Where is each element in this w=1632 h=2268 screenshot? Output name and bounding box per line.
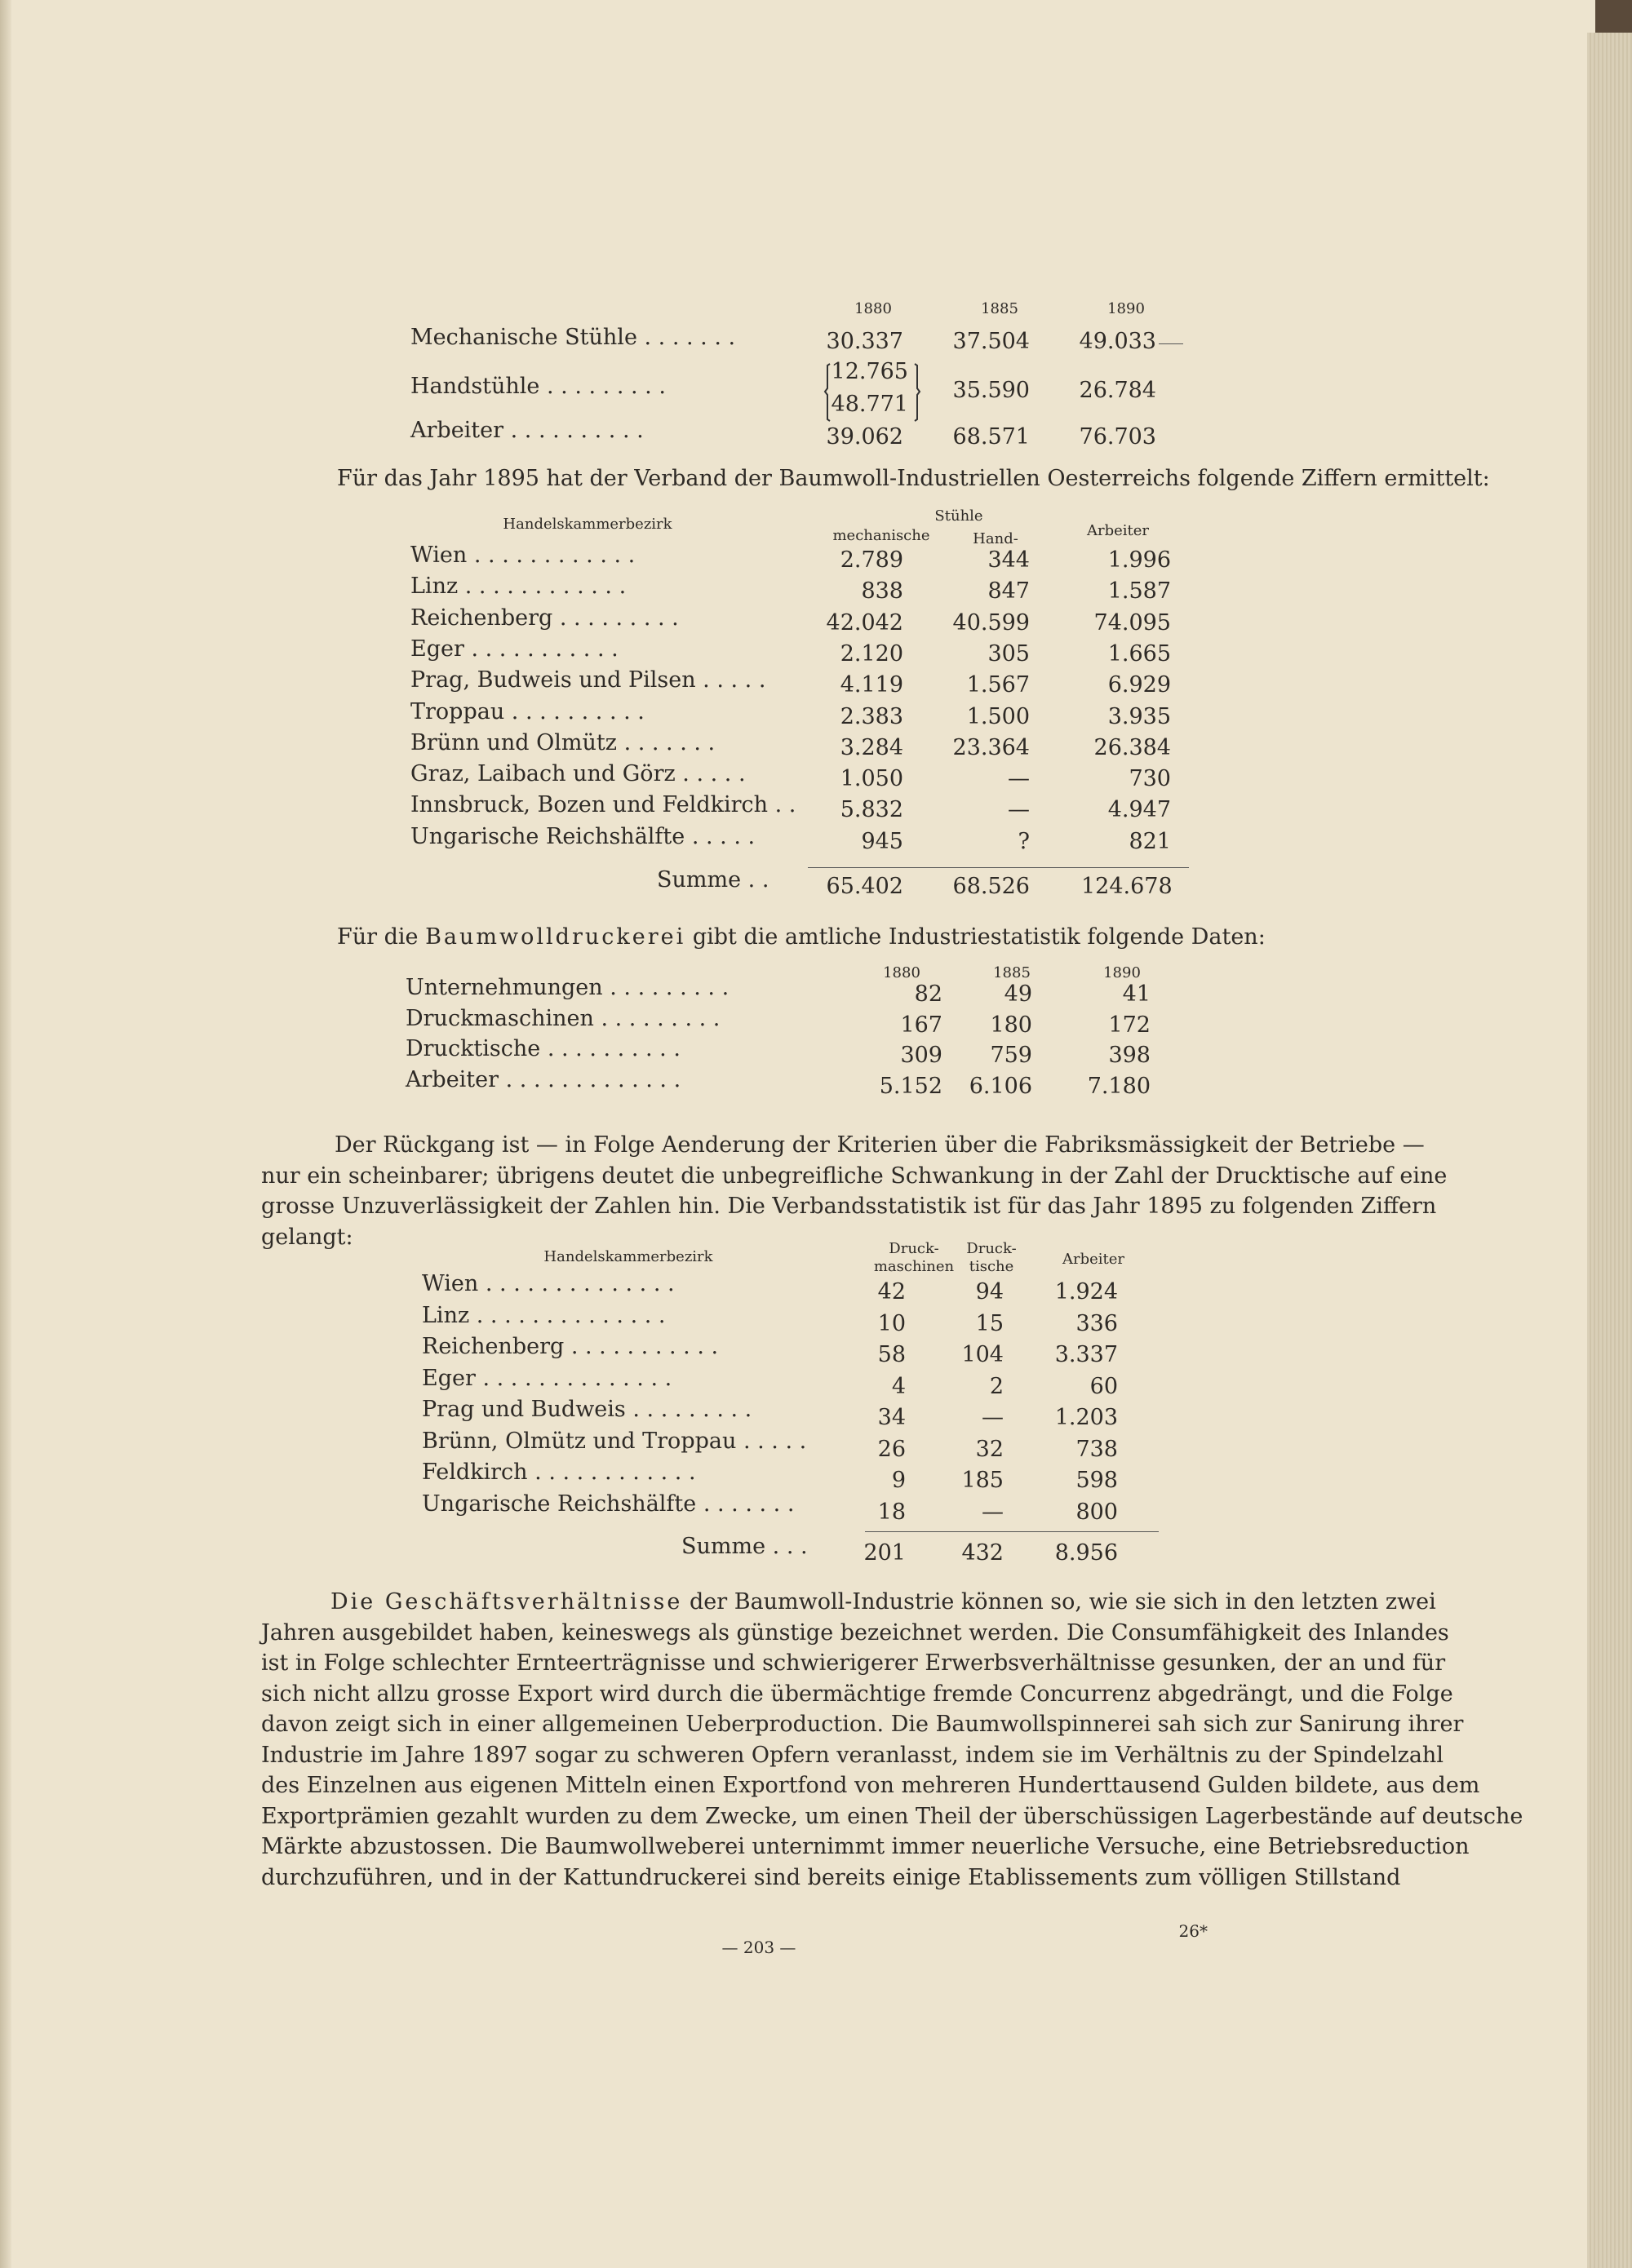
page-gutter [0, 0, 11, 2268]
row-label: Eger . . . . . . . . . . . . . . [422, 1365, 672, 1391]
cell: 172 [1108, 1012, 1151, 1038]
cell: 7.180 [1087, 1073, 1151, 1099]
cell: 12.765 [831, 359, 908, 384]
cell: 60 [1089, 1373, 1118, 1399]
cell: 94 [975, 1279, 1004, 1305]
cell: 40.599 [952, 609, 1030, 636]
cell: 305 [987, 640, 1030, 667]
header-part: Druck- [966, 1240, 1017, 1257]
cell: 398 [1108, 1043, 1151, 1068]
row-label: Prag, Budweis und Pilsen . . . . . [410, 667, 766, 693]
row-label: Troppau . . . . . . . . . . [410, 698, 645, 724]
cell: 41 [1122, 981, 1151, 1007]
row-label: Wien . . . . . . . . . . . . [410, 543, 636, 568]
sum-cell: 124.678 [1081, 874, 1173, 899]
row-label: Ungarische Reichshälfte . . . . . [410, 823, 756, 849]
cell: 30.337 [826, 329, 903, 354]
cell: 32 [975, 1436, 1004, 1462]
cell: 309 [900, 1043, 942, 1068]
cell: 1.500 [966, 703, 1030, 729]
sum-cell: 68.526 [952, 874, 1030, 899]
cell: — [1008, 797, 1030, 823]
cell: 1.050 [840, 766, 903, 792]
text-line: Exportprämien gezahlt wurden zu dem Zwecke, um einen Theil der überschüssigen Lagerbestände auf deutsche [261, 1803, 1523, 1829]
text-line: gelangt: [261, 1224, 353, 1250]
column-header-district: Handelskammerbezirk [503, 516, 672, 533]
cell: 2 [989, 1373, 1004, 1399]
paragraph-business-conditions [261, 1587, 1523, 1893]
bracket-group [820, 359, 926, 426]
cell: 185 [961, 1468, 1004, 1493]
row-label: Eger . . . . . . . . . . . [410, 636, 619, 662]
column-header [865, 1240, 963, 1276]
page-edges [1587, 33, 1632, 2268]
sum-rule [865, 1531, 1159, 1532]
text-line: durchzuführen, und in der Kattundruckerei sind bereits einige Etablissements zum völligen Stillstand [261, 1864, 1401, 1890]
cell: 26.784 [1079, 378, 1156, 403]
cell: 39.062 [826, 424, 903, 450]
row-label: Brünn und Olmütz . . . . . . . [410, 729, 716, 755]
cell: 4.947 [1107, 797, 1171, 823]
text-line: des Einzelnen aus eigenen Mitteln einen Exportfond von mehreren Hunderttausend Gulden bildete, aus dem [261, 1773, 1480, 1798]
column-header: mechanische [832, 527, 930, 544]
row-label: Mechanische Stühle . . . . . . . [410, 325, 736, 350]
cell: 6.106 [969, 1073, 1032, 1099]
cell: 34 [877, 1405, 906, 1430]
cell: 26.384 [1093, 734, 1171, 760]
cell: 42.042 [826, 609, 903, 636]
cell: 49.033 [1079, 329, 1156, 354]
cell: — [982, 1405, 1004, 1430]
cell: ? [1018, 828, 1030, 854]
text-line: Märkte abzustossen. Die Baumwollweberei unternimmt immer neuerliche Versuche, eine Betriebsreduction [261, 1834, 1470, 1859]
year-header: 1880 [854, 300, 892, 317]
cell: 104 [961, 1342, 1004, 1367]
header-part: maschinen [873, 1258, 955, 1275]
cell: 730 [1129, 766, 1171, 792]
cell: 800 [1075, 1499, 1118, 1525]
text-line [261, 1587, 1436, 1618]
year-header: 1880 [883, 964, 920, 981]
cell: 1.924 [1054, 1279, 1118, 1305]
text-line: nur ein scheinbarer; übrigens deutet die unbegreifliche Schwankung in der Zahl der Drucktische auf eine [261, 1163, 1448, 1189]
row-label: Innsbruck, Bozen und Feldkirch . . [410, 792, 796, 818]
column-header [959, 1240, 1024, 1276]
year-header: 1890 [1107, 300, 1145, 317]
cell: 82 [914, 981, 942, 1007]
row-label: Wien . . . . . . . . . . . . . . [422, 1271, 675, 1296]
cell: 738 [1075, 1436, 1118, 1462]
sum-cell: 201 [863, 1540, 906, 1566]
cell: 838 [861, 578, 903, 605]
cell: 37.504 [952, 329, 1030, 354]
cell: 76.703 [1079, 424, 1156, 450]
row-label: Linz . . . . . . . . . . . . . . [422, 1302, 666, 1328]
intro-paragraph-2 [337, 922, 1266, 953]
paragraph-decline [261, 1130, 1448, 1252]
cell: 1.996 [1107, 547, 1171, 573]
cell: 344 [987, 547, 1030, 573]
signature-mark: 26* [1178, 1921, 1208, 1941]
cell: 2.383 [840, 703, 903, 729]
cell: 3.337 [1054, 1342, 1118, 1367]
sum-cell: 432 [961, 1540, 1004, 1566]
text-line: grosse Unzuverlässigkeit der Zahlen hin. Die Verbandsstatistik ist für das Jahr 1895 zu folgenden Ziffern [261, 1194, 1437, 1219]
cell: 180 [990, 1012, 1032, 1038]
column-header-group: Stühle [934, 507, 983, 525]
cell: 68.571 [952, 424, 1030, 450]
cell: 1.203 [1054, 1405, 1118, 1430]
header-part: tische [969, 1258, 1014, 1275]
row-label: Reichenberg . . . . . . . . . . . [422, 1334, 719, 1359]
cell: 1.567 [966, 672, 1030, 698]
year-header: 1885 [981, 300, 1018, 317]
cell: 759 [990, 1043, 1032, 1068]
cell: 49 [1004, 981, 1032, 1007]
text-line: sich nicht allzu grosse Export wird durch die übermächtige fremde Concurrenz abgedrängt, und die Folge [261, 1681, 1453, 1707]
row-label: Brünn, Olmütz und Troppau . . . . . [422, 1428, 807, 1454]
header-part: Druck- [889, 1240, 939, 1257]
cell: 9 [891, 1468, 906, 1493]
intro-2-pre: Für die [337, 924, 426, 950]
page-number: — 203 — [721, 1938, 796, 1957]
cell: 15 [975, 1310, 1004, 1336]
intro-text: Für das Jahr 1895 hat der Verband der Baumwoll-Industriellen Oesterreichs folgende Ziffern ermittelt: [337, 466, 1490, 491]
row-label: Arbeiter . . . . . . . . . . . . . [406, 1066, 681, 1092]
text-line: ist in Folge schlechter Ernteerträgnisse und schwierigerer Erwerbsverhältnisse gesunken, der an und für [261, 1650, 1446, 1676]
row-label: Drucktische . . . . . . . . . . [406, 1036, 681, 1061]
year-header: 1890 [1103, 964, 1141, 981]
sum-rule [808, 867, 1189, 868]
cell: 6.929 [1107, 672, 1171, 698]
row-label: Graz, Laibach und Görz . . . . . [410, 761, 746, 787]
cell: 58 [877, 1342, 906, 1367]
cell: 74.095 [1093, 609, 1171, 636]
cell: 1.665 [1107, 640, 1171, 667]
cell: 35.590 [952, 378, 1030, 403]
cell: 4.119 [840, 672, 903, 698]
row-label: Unternehmungen . . . . . . . . . [406, 975, 730, 1000]
row-label: Linz . . . . . . . . . . . . [410, 574, 627, 600]
year-header: 1885 [993, 964, 1031, 981]
column-header: Hand- [973, 530, 1018, 547]
sum-label: Summe . . . [681, 1534, 808, 1559]
row-label: Feldkirch . . . . . . . . . . . . [422, 1460, 696, 1485]
cell: 2.789 [840, 547, 903, 573]
row-label: Reichenberg . . . . . . . . . [410, 605, 679, 631]
line-rest: der Baumwoll-Industrie können so, wie sie sich in den letzten zwei [682, 1589, 1436, 1615]
row-label: Ungarische Reichshälfte . . . . . . . [422, 1491, 795, 1517]
cell: 10 [877, 1310, 906, 1336]
row-label: Prag und Budweis . . . . . . . . . [422, 1397, 752, 1422]
cell: — [1008, 766, 1030, 792]
cell: 598 [1075, 1468, 1118, 1493]
cell: 4 [891, 1373, 906, 1399]
row-label: Arbeiter . . . . . . . . . . [410, 418, 644, 443]
row-label: Handstühle . . . . . . . . . [410, 374, 666, 399]
intro-2-post: gibt die amtliche Industriestatistik folgende Daten: [685, 924, 1266, 950]
cell: 5.152 [879, 1073, 942, 1099]
intro-paragraph [337, 463, 1490, 494]
cell: 3.935 [1107, 703, 1171, 729]
cell: 1.587 [1107, 578, 1171, 605]
cell: 3.284 [840, 734, 903, 760]
cell: 26 [877, 1436, 906, 1462]
text-line: Industrie im Jahre 1897 sogar zu schweren Opfern veranlasst, indem sie im Verhältnis zu der Spindelzahl [261, 1742, 1444, 1768]
cell: 821 [1129, 828, 1171, 854]
spaced-heading: Die Geschäftsverhältnisse [330, 1589, 683, 1615]
cell: 18 [877, 1499, 906, 1525]
text-line: davon zeigt sich in einer allgemeinen Ueberproduction. Die Baumwollspinnerei sah sich zur Sanirung ihrer [261, 1712, 1464, 1737]
cell: 5.832 [840, 797, 903, 823]
sum-label: Summe . . [657, 867, 769, 893]
sum-cell: 65.402 [826, 874, 903, 899]
cell: 2.120 [840, 640, 903, 667]
intro-2-spaced: Baumwolldruckerei [425, 924, 686, 950]
cell: 48.771 [831, 392, 908, 417]
cell: 336 [1075, 1310, 1118, 1336]
cell: — [982, 1499, 1004, 1525]
text-line: Jahren ausgebildet haben, keineswegs als günstige bezeichnet werden. Die Consumfähigkeit des Inlandes [261, 1619, 1449, 1646]
column-header: Arbeiter [1086, 522, 1150, 539]
cell: 167 [900, 1012, 942, 1038]
intro-2-line [337, 922, 1266, 953]
cell: 847 [987, 578, 1030, 605]
cell: 23.364 [952, 734, 1030, 760]
cell: 945 [861, 828, 903, 854]
row-label: Druckmaschinen . . . . . . . . . [406, 1005, 721, 1031]
cell: 42 [877, 1279, 906, 1305]
column-header: Arbeiter [1062, 1251, 1125, 1268]
text-line: Der Rückgang ist — in Folge Aenderung der Kriterien über die Fabriksmässigkeit der Betriebe — [335, 1132, 1425, 1158]
dash-mark [1159, 343, 1183, 344]
sum-cell: 8.956 [1054, 1540, 1118, 1566]
column-header-district: Handelskammerbezirk [543, 1248, 713, 1265]
